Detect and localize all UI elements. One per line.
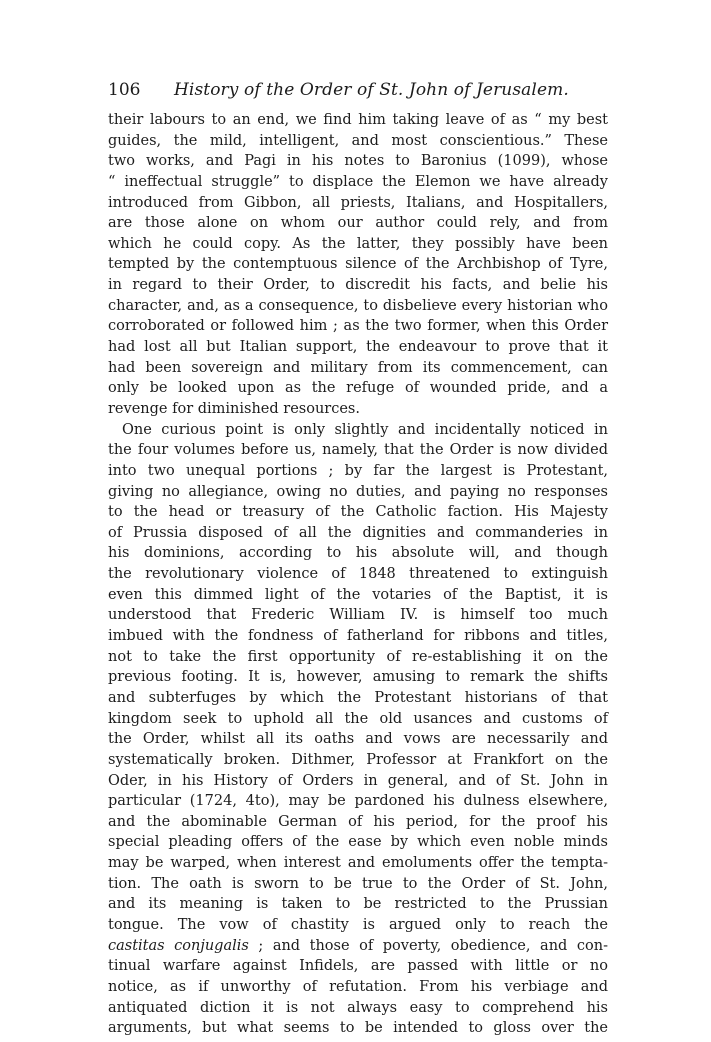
body-text xyxy=(108,110,608,1039)
text-line: notice, as if unworthy of refutation. From his verbiage and xyxy=(108,978,608,995)
text-line: systematically broken. Dithmer, Professor at Frankfort on the xyxy=(108,751,608,768)
text-line: tempted by the contemptuous silence of the Archbishop of Tyre, xyxy=(108,256,608,273)
text-line: giving no allegiance, owing no duties, and paying no responses xyxy=(108,483,608,500)
text-line: are those alone on whom our author could rely, and from xyxy=(108,215,608,232)
text-line: into two unequal portions ; by far the largest is Protestant, xyxy=(108,462,608,479)
text-line: even this dimmed light of the votaries of the Baptist, it is xyxy=(108,586,608,603)
text-line: arguments, but what seems to be intended to gloss over the xyxy=(108,1020,608,1037)
text-line: tinual warfare against Infidels, are passed with little or no xyxy=(108,958,608,975)
book-page xyxy=(108,80,608,1039)
text-line: only be looked upon as the refuge of wounded pride, and a xyxy=(108,380,608,397)
text-line: special pleading offers of the ease by which even noble minds xyxy=(108,834,608,851)
text-line: introduced from Gibbon, all priests, Italians, and Hospitallers, xyxy=(108,194,608,211)
text-line: in regard to their Order, to discredit his facts, and belie his xyxy=(108,277,608,294)
running-head xyxy=(108,80,608,110)
text-line: two works, and Pagi in his notes to Baronius (1099), whose xyxy=(108,153,608,170)
text-line: particular (1724, 4to), may be pardoned his dulness elsewhere, xyxy=(108,793,608,810)
text-line: Oder, in his History of Orders in general, and of St. John in xyxy=(108,772,608,789)
text-line: the revolutionary violence of 1848 threatened to extinguish xyxy=(108,566,608,583)
text-line: imbued with the fondness of fatherland for ribbons and titles, xyxy=(108,628,608,645)
text-line: had been sovereign and military from its commencement, can xyxy=(108,359,608,376)
text-line: corroborated or followed him ; as the two former, when this Order xyxy=(108,318,608,335)
text-line: “ ineffectual struggle” to displace the Elemon we have already xyxy=(108,173,608,190)
text-line: tongue. The vow of chastity is argued only to reach the xyxy=(108,916,608,933)
text-line: tion. The oath is sworn to be true to the Order of St. John, xyxy=(108,875,608,892)
text-line: the Order, whilst all its oaths and vows are necessarily and xyxy=(108,731,608,748)
text-line: to the head or treasury of the Catholic faction. His Majesty xyxy=(108,504,608,521)
text-line: understood that Frederic William IV. is himself too much xyxy=(108,607,608,624)
text-line: character, and, as a consequence, to disbelieve every historian who xyxy=(108,297,608,314)
text-line-mixed xyxy=(108,936,608,957)
text-line: may be warped, when interest and emoluments offer the tempta- xyxy=(108,855,608,872)
running-title: History of the Order of St. John of Jerusalem. xyxy=(174,80,569,100)
text-line: which he could copy. As the latter, they possibly have been xyxy=(108,235,608,252)
page-number: 106 xyxy=(108,80,141,100)
text-line: One curious point is only slightly and incidentally noticed in xyxy=(122,421,608,438)
text-line: guides, the mild, intelligent, and most conscientious.” These xyxy=(108,132,608,149)
text-line: had lost all but Italian support, the endeavour to prove that it xyxy=(108,339,608,356)
text-line: the four volumes before us, namely, that the Order is now divided xyxy=(108,442,608,459)
text-line: and the abominable German of his period, for the proof his xyxy=(108,813,608,830)
text-line: his dominions, according to his absolute will, and though xyxy=(108,545,608,562)
text-fragment: ; and those of poverty, obedience, and con- xyxy=(248,937,608,954)
text-line: previous footing. It is, however, amusing to remark the shifts xyxy=(108,669,608,686)
text-line: and its meaning is taken to be restricted to the Prussian xyxy=(108,896,608,913)
latin-phrase: castitas conjugalis xyxy=(108,937,249,954)
text-line: antiquated diction it is not always easy to comprehend his xyxy=(108,999,608,1016)
text-line: revenge for diminished resources. xyxy=(108,400,360,417)
text-line: of Prussia disposed of all the dignities and commanderies in xyxy=(108,524,608,541)
text-line: not to take the first opportunity of re-establishing it on the xyxy=(108,648,608,665)
text-line: kingdom seek to uphold all the old usances and customs of xyxy=(108,710,608,727)
text-line: their labours to an end, we find him taking leave of as “ my best xyxy=(108,112,608,128)
text-line: and subterfuges by which the Protestant historians of that xyxy=(108,689,608,706)
